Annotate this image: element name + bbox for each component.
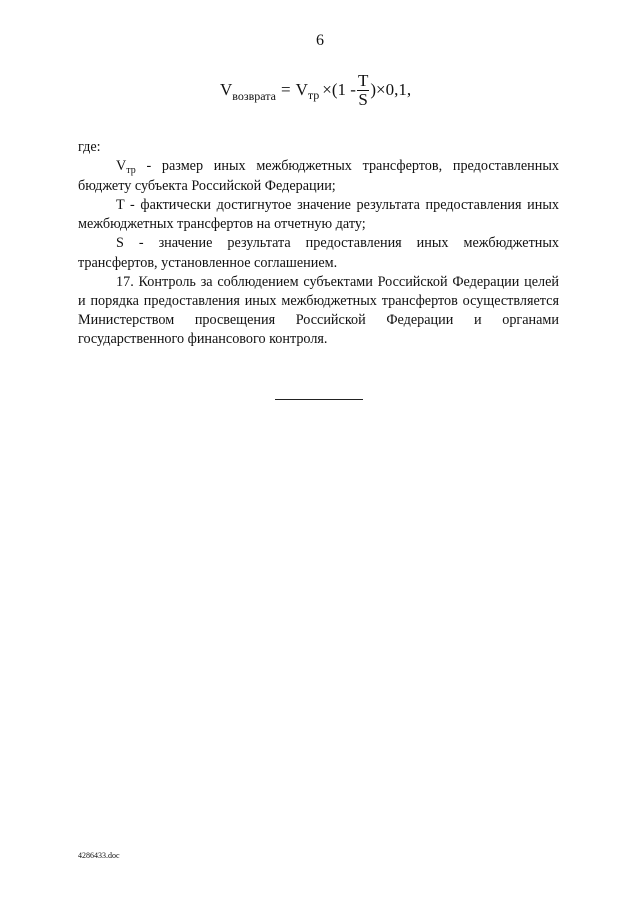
page-number: 6 bbox=[316, 32, 324, 49]
end-of-document-rule bbox=[275, 399, 363, 400]
document-body bbox=[78, 138, 559, 349]
vtr-subscript: тр bbox=[126, 165, 136, 177]
legend-s-definition: S - значение результата предоставления иных межбюджетных трансфертов, установленное соглашением. bbox=[78, 235, 559, 271]
formula-rhs-subscript: тр bbox=[307, 87, 320, 102]
legend-t-definition: T - фактически достигнутое значение результата предоставления иных межбюджетных трансфертов на отчетную дату; bbox=[78, 197, 559, 233]
clause-17: 17. Контроль за соблюдением субъектами Российской Федерации целей и порядка предоставления иных межбюджетных трансфертов осуществляется Министерством просвещения Российской Федерации и органами государственного финансового контроля. bbox=[78, 273, 559, 347]
return-volume-formula bbox=[220, 68, 411, 112]
formula-equals: = bbox=[281, 80, 291, 99]
formula-times-open: ×(1 - bbox=[322, 80, 356, 99]
formula-tail: )×0,1, bbox=[370, 80, 412, 99]
vtr-description: - размер иных межбюджетных трансфертов, предоставленных бюджету субъекта Российской Федерации; bbox=[78, 158, 559, 195]
document-code: 4286433.doc bbox=[78, 851, 120, 860]
vtr-symbol: V bbox=[116, 158, 127, 175]
formula-lhs-subscript: возврата bbox=[232, 89, 277, 103]
formula-lhs-symbol: V bbox=[220, 80, 233, 99]
legend-intro: где: bbox=[78, 139, 101, 155]
formula-fraction bbox=[357, 72, 369, 109]
legend-vtr-definition bbox=[78, 157, 559, 196]
formula-rhs-symbol: V bbox=[295, 80, 308, 99]
formula-lhs bbox=[220, 80, 277, 103]
fraction-numerator: T bbox=[357, 70, 369, 90]
fraction-denominator: S bbox=[358, 89, 368, 109]
